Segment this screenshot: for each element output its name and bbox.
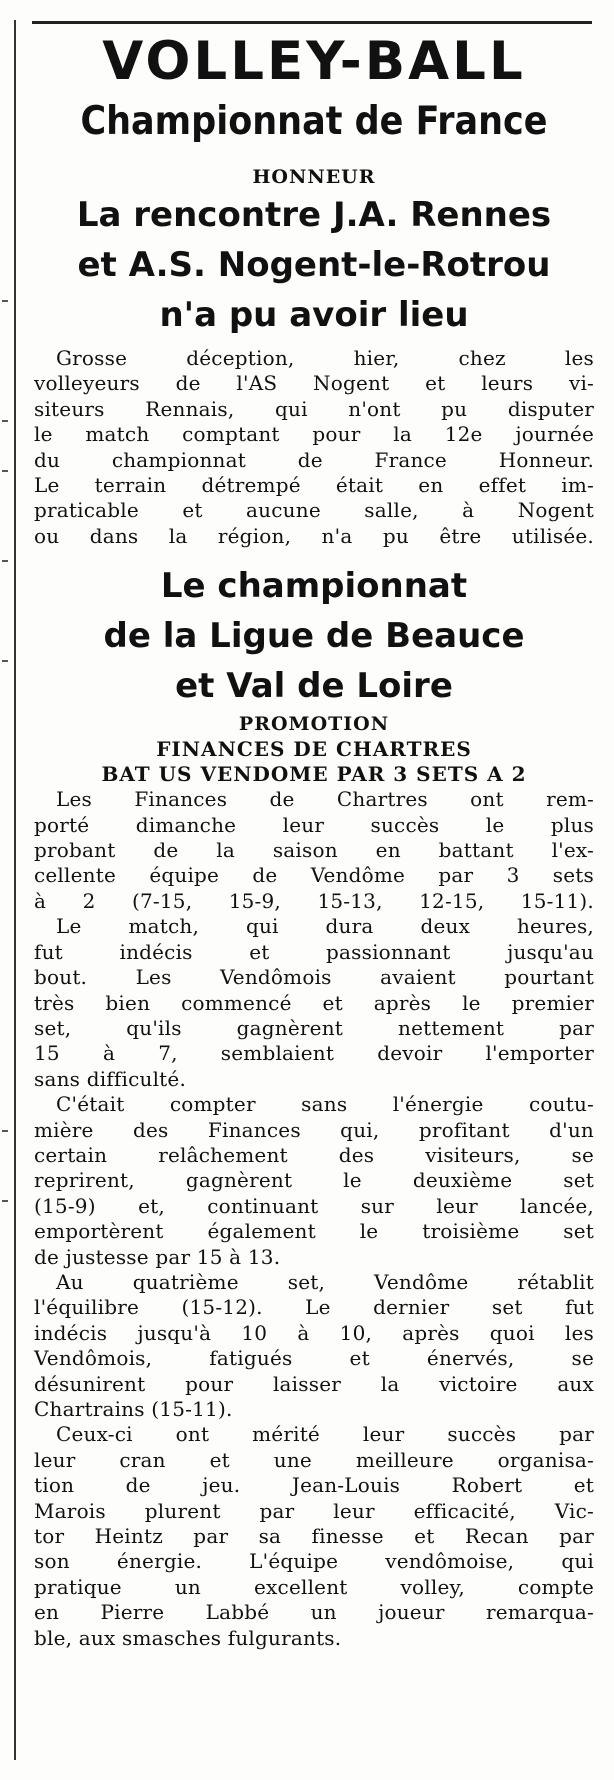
- text-line: siteurs Rennais, qui n'ont pu disputer: [34, 396, 594, 421]
- text-line: reprirent, gagnèrent le deuxième set: [34, 1168, 594, 1193]
- top-rule: [32, 21, 592, 24]
- text-line: Vendômois, fatigués et énervés, se: [34, 1346, 594, 1371]
- text-line: emportèrent également le troisième set: [34, 1219, 594, 1244]
- text-line: 15 à 7, semblaient devoir l'emporter: [34, 1041, 594, 1066]
- text-line: tion de jeu. Jean-Louis Robert et: [34, 1473, 594, 1498]
- margin-mark: [2, 420, 8, 422]
- headline-line: de la Ligue de Beauce: [103, 616, 525, 657]
- text-line: en Pierre Labbé un joueur remarqua-: [34, 1600, 594, 1625]
- paragraph-4: [34, 1270, 594, 1422]
- text-line: mière des Finances qui, profitant d'un: [34, 1117, 594, 1142]
- margin-mark: [2, 470, 8, 472]
- column-rule: [14, 20, 16, 1760]
- article: [34, 30, 594, 1651]
- text-line: le match comptant pour la 12e journée: [34, 422, 594, 447]
- text-line: à 2 (7-15, 15-9, 15-13, 12-15, 15-11).: [34, 888, 594, 913]
- text-line: probant de la saison en battant l'ex-: [34, 838, 594, 863]
- text-line: tor Heintz par sa finesse et Recan par: [34, 1524, 594, 1549]
- margin-mark: [2, 660, 8, 662]
- text-line: cellente équipe de Vendôme par 3 sets: [34, 863, 594, 888]
- text-line: Ceux-ci ont mérité leur succès par: [56, 1422, 594, 1447]
- text-line: praticable et aucune salle, à Nogent: [34, 498, 594, 523]
- text-line: du championnat de France Honneur.: [34, 447, 594, 472]
- paragraph-1: [34, 787, 594, 914]
- text-line: Au quatrième set, Vendôme rétablit: [56, 1269, 594, 1294]
- text-line: très bien commencé et après le premier: [34, 990, 594, 1015]
- paragraph-3: [34, 1092, 594, 1270]
- main-title: VOLLEY-BALL: [102, 31, 526, 92]
- text-line: fut indécis et passionnant jusqu'au: [34, 939, 594, 964]
- headline-line: Le championnat: [160, 566, 468, 607]
- headline-line: et Val de Loire: [175, 666, 453, 707]
- headline-line: n'a pu avoir lieu: [159, 295, 469, 335]
- text-line: Grosse déception, hier, chez les: [56, 346, 594, 370]
- text-line: set, qu'ils gagnèrent nettement par: [34, 1015, 594, 1040]
- text-line: certain relâchement des visiteurs, se: [34, 1142, 594, 1167]
- text-line: leur cran et une meilleure organisa-: [34, 1447, 594, 1472]
- text-line: Les Finances de Chartres ont rem-: [56, 787, 594, 812]
- paragraph-2: [34, 914, 594, 1092]
- headline-rennes-nogent: [34, 190, 594, 340]
- headline-line: La rencontre J.A. Rennes: [76, 195, 552, 235]
- text-line: C'était compter sans l'énergie coutu-: [56, 1092, 594, 1117]
- text-line: l'équilibre (15-12). Le dernier set fut: [34, 1295, 594, 1320]
- text-line: pratique un excellent volley, compte: [34, 1574, 594, 1599]
- text-line: bout. Les Vendômois avaient pourtant: [34, 965, 594, 990]
- paragraph-rennes-nogent: [34, 346, 594, 549]
- text-line: indécis jusqu'à 10 à 10, après quoi les: [34, 1320, 594, 1345]
- text-line: ble, aux smasches fulgurants.: [34, 1625, 342, 1650]
- left-margin-marks: [0, 0, 10, 1780]
- margin-mark: [2, 1130, 8, 1132]
- text-line: de justesse par 15 à 13.: [34, 1244, 281, 1269]
- text-line: Chartrains (15-11).: [34, 1397, 233, 1421]
- text-line: Marois plurent par leur efficacité, Vic-: [34, 1498, 594, 1523]
- section-label-honneur: HONNEUR: [252, 166, 376, 188]
- margin-mark: [2, 300, 8, 302]
- headline-ligue-beauce: [34, 561, 594, 711]
- subhead-score: BAT US VENDOME PAR 3 SETS A 2: [101, 762, 527, 787]
- text-line: porté dimanche leur succès le plus: [34, 812, 594, 837]
- text-line: Le terrain détrempé était en effet im-: [34, 473, 594, 498]
- paragraph-5: [34, 1422, 594, 1651]
- subhead-finances: FINANCES DE CHARTRES: [156, 737, 472, 762]
- text-line: (15-9) et, continuant sur leur lancée,: [34, 1193, 594, 1218]
- margin-mark: [2, 560, 8, 562]
- text-line: son énergie. L'équipe vendômoise, qui: [34, 1549, 594, 1574]
- text-line: sans difficulté.: [34, 1066, 186, 1091]
- text-line: ou dans la région, n'a pu être utilisée.: [34, 523, 594, 548]
- text-line: désunirent pour laisser la victoire aux: [34, 1371, 594, 1396]
- text-line: volleyeurs de l'AS Nogent et leurs vi-: [34, 371, 594, 396]
- text-line: Le match, qui dura deux heures,: [56, 914, 594, 939]
- headline-line: et A.S. Nogent-le-Rotrou: [77, 245, 551, 285]
- main-subtitle: Championnat de France: [80, 99, 548, 145]
- margin-mark: [2, 1200, 8, 1202]
- section-label-promotion: PROMOTION: [238, 713, 390, 736]
